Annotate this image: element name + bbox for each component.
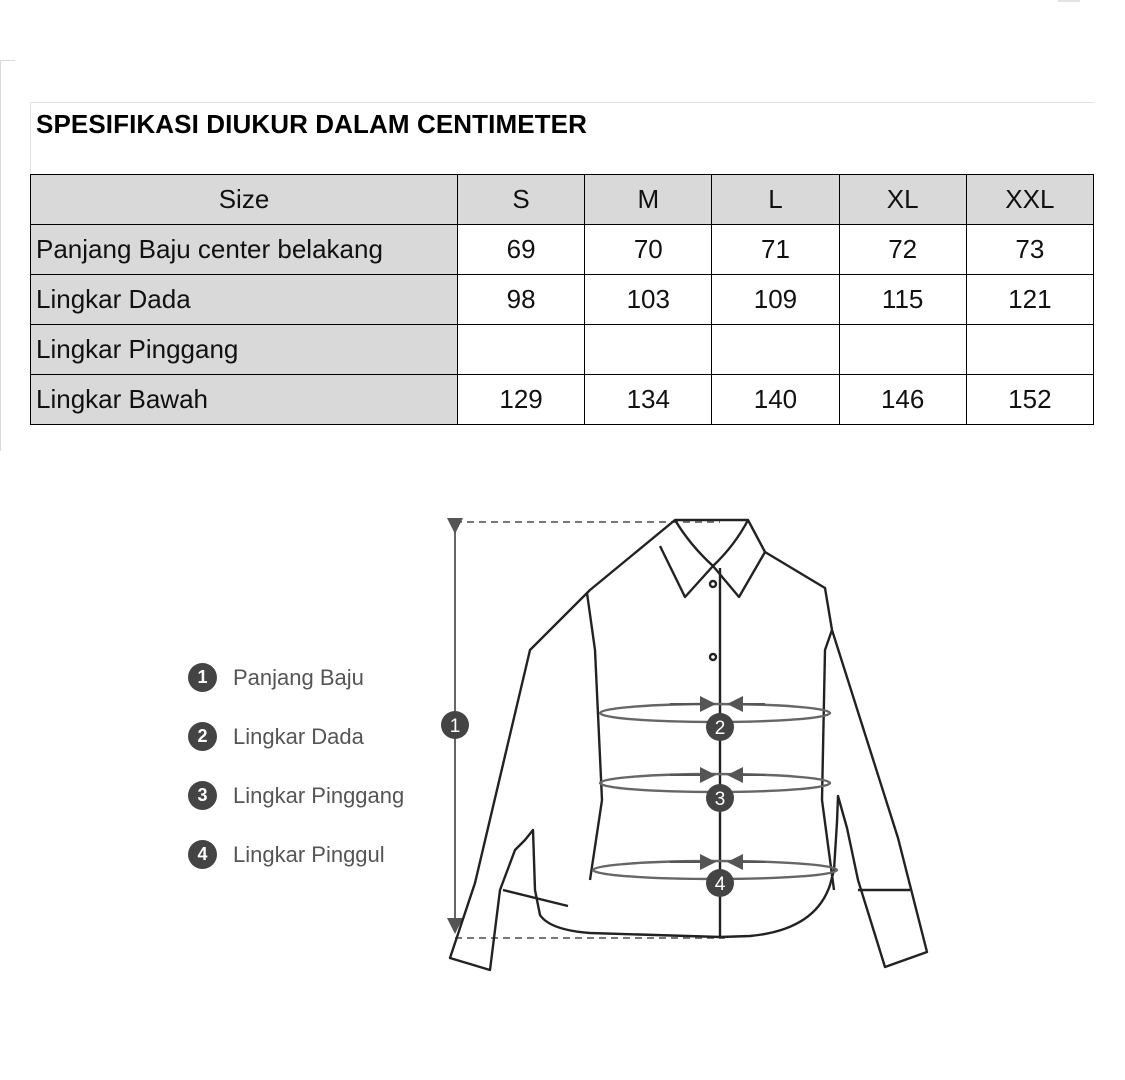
cell (585, 325, 712, 375)
row-label: Lingkar Bawah (31, 375, 458, 425)
cell: 129 (458, 375, 585, 425)
legend-label: Lingkar Pinggang (233, 782, 405, 808)
cell: 70 (585, 225, 712, 275)
row-label: Lingkar Dada (31, 275, 458, 325)
legend-item (188, 648, 404, 707)
legend-item (188, 825, 404, 884)
svg-text:4: 4 (714, 874, 726, 895)
cell: 146 (839, 375, 966, 425)
svg-text:1: 1 (449, 716, 461, 737)
legend-label: Lingkar Pinggul (233, 841, 385, 867)
cell (966, 325, 1093, 375)
marker-1-icon (441, 711, 469, 739)
number-badge-icon: 4 (188, 840, 217, 869)
number-badge-icon: 3 (188, 781, 217, 810)
size-spec-sheet (30, 102, 1094, 425)
legend-item (188, 766, 404, 825)
cell: 109 (712, 275, 839, 325)
legend-label: Panjang Baju (233, 664, 364, 690)
number-badge-icon: 1 (188, 663, 217, 692)
row-label: Lingkar Pinggang (31, 325, 458, 375)
page-title: SPESIFIKASI DIUKUR DALAM CENTIMETER (36, 109, 587, 139)
header-s: S (458, 175, 585, 225)
cell (712, 325, 839, 375)
header-l: L (712, 175, 839, 225)
svg-text:3: 3 (714, 789, 726, 810)
cell: 69 (458, 225, 585, 275)
cell: 115 (839, 275, 966, 325)
legend-item (188, 707, 404, 766)
shirt-measurement-diagram (430, 500, 950, 980)
cell: 121 (966, 275, 1093, 325)
svg-text:2: 2 (714, 718, 726, 739)
shirt-outline-icon (450, 520, 927, 970)
page-edge-left (0, 60, 15, 451)
title-row (30, 102, 1094, 174)
table-row (31, 275, 1094, 325)
header-xxl: XXL (966, 175, 1093, 225)
table-row (31, 325, 1094, 375)
header-size: Size (31, 175, 458, 225)
table-row (31, 375, 1094, 425)
table-row (31, 225, 1094, 275)
cell: 103 (585, 275, 712, 325)
size-table (30, 174, 1094, 425)
marker-2-icon (706, 713, 734, 741)
cell: 140 (712, 375, 839, 425)
row-label: Panjang Baju center belakang (31, 225, 458, 275)
marker-3-icon (706, 784, 734, 812)
cell (839, 325, 966, 375)
cell: 71 (712, 225, 839, 275)
marker-4-icon (706, 869, 734, 897)
cell: 152 (966, 375, 1093, 425)
cell: 73 (966, 225, 1093, 275)
cell: 134 (585, 375, 712, 425)
legend-label: Lingkar Dada (233, 723, 364, 749)
cell: 98 (458, 275, 585, 325)
number-badge-icon: 2 (188, 722, 217, 751)
header-m: M (585, 175, 712, 225)
cell (458, 325, 585, 375)
header-xl: XL (839, 175, 966, 225)
page-edge-top-right (1058, 0, 1080, 2)
cell: 72 (839, 225, 966, 275)
table-header-row (31, 175, 1094, 225)
measurement-legend (188, 648, 404, 884)
